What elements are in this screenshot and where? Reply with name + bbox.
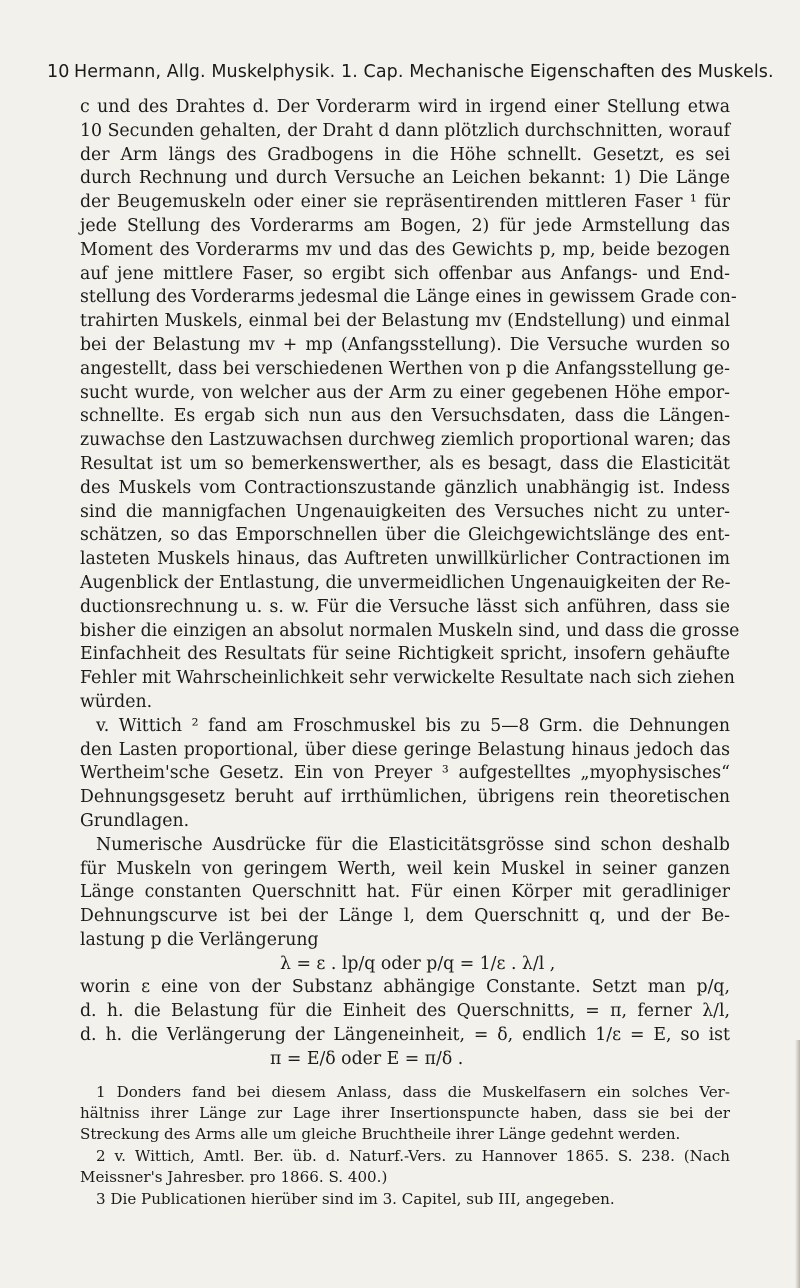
text-line: für Muskeln von geringem Werth, weil kein Muskel in seiner ganzen: [80, 858, 730, 879]
equation-elasticity: π = E/δ oder E = π/δ .: [270, 1048, 464, 1069]
footnotes: [80, 1082, 730, 1210]
text-line: Fehler mit Wahrscheinlichkeit sehr verwickelte Resultate nach sich ziehen: [80, 668, 735, 689]
text-line: Grundlagen.: [80, 810, 190, 831]
running-title: Hermann, Allg. Muskelphysik. 1. Cap. Mechanische Eigenschaften des Muskels.: [74, 62, 774, 82]
footnote-line: Meissner's Jahresber. pro 1866. S. 400.): [80, 1168, 388, 1187]
text-line: Moment des Vorderarms mv und das des Gewichts p, mp, beide bezogen: [80, 239, 730, 260]
text-line: schätzen, so das Emporschnellen über die Gleichgewichtslänge des ent-: [80, 525, 730, 546]
text-line: auf jene mittlere Faser, so ergibt sich offenbar aus Anfangs- und End-: [80, 263, 730, 284]
text-line: lastung p die Verlängerung: [80, 929, 319, 950]
text-line: bisher die einzigen an absolut normalen Muskeln sind, und dass die grosse: [80, 620, 740, 641]
text-line: jede Stellung des Vorderarms am Bogen, 2) für jede Armstellung das: [80, 215, 730, 236]
text-line: worin ε eine von der Substanz abhängige Constante. Setzt man p/q,: [80, 977, 730, 998]
text-line: bei der Belastung mv + mp (Anfangsstellung). Die Versuche wurden so: [80, 334, 730, 355]
footnote-line: 1 Donders fand bei diesem Anlass, dass die Muskelfasern ein solches Ver-: [96, 1082, 730, 1101]
text-line: Länge constanten Querschnitt hat. Für einen Körper mit geradliniger: [80, 882, 730, 903]
text-line: Numerische Ausdrücke für die Elasticitätsgrösse sind schon deshalb: [96, 834, 730, 855]
text-line: Einfachheit des Resultats für seine Richtigkeit spricht, insofern gehäufte: [80, 644, 730, 665]
text-line: 10 Secunden gehalten, der Draht d dann plötzlich durchschnitten, worauf: [80, 120, 730, 141]
text-line: Resultat ist um so bemerkenswerther, als es besagt, dass die Elasticität: [80, 453, 730, 474]
footnote-line: Streckung des Arms alle um gleiche Bruchtheile ihrer Länge gedehnt werden.: [80, 1125, 681, 1144]
text-line: ductionsrechnung u. s. w. Für die Versuche lässt sich anführen, dass sie: [80, 596, 730, 617]
text-line: Wertheim'sche Gesetz. Ein von Preyer ³ aufgestelltes „myophysisches“: [80, 763, 730, 784]
text-line: lasteten Muskels hinaus, das Auftreten unwillkürlicher Contractionen im: [80, 549, 730, 570]
text-line: v. Wittich ² fand am Froschmuskel bis zu 5—8 Grm. die Dehnungen: [96, 715, 730, 736]
text-line: Dehnungscurve ist bei der Länge l, dem Querschnitt q, und der Be-: [80, 906, 730, 927]
text-line: sind die mannigfachen Ungenauigkeiten des Versuches nicht zu unter-: [80, 501, 730, 522]
footnote-line: hältniss ihrer Länge zur Lage ihrer Insertionspuncte haben, dass sie bei der: [80, 1104, 730, 1123]
text-line: den Lasten proportional, über diese geringe Belastung hinaus jedoch das: [80, 739, 730, 760]
footnote-line: 3 Die Publicationen hierüber sind im 3. Capitel, sub III, angegeben.: [96, 1189, 615, 1208]
page-number: 10: [47, 62, 70, 82]
text-line: trahirten Muskels, einmal bei der Belastung mv (Endstellung) und einmal: [80, 311, 730, 332]
text-line: der Arm längs des Gradbogens in die Höhe schnellt. Gesetzt, es sei: [80, 144, 730, 165]
text-line: d. h. die Verlängerung der Längeneinheit, = δ, endlich 1/ε = E, so ist: [80, 1025, 730, 1046]
main-text: [80, 96, 740, 1210]
page-edge-shadow: [795, 1040, 800, 1288]
text-line: Augenblick der Entlastung, die unvermeidlichen Ungenauigkeiten der Re-: [80, 572, 731, 593]
equation-elongation: λ = ε . lp/q oder p/q = 1/ε . λ/l ,: [280, 953, 556, 974]
text-line: c und des Drahtes d. Der Vorderarm wird in irgend einer Stellung etwa: [80, 97, 730, 117]
text-line: durch Rechnung und durch Versuche an Leichen bekannt: 1) Die Länge: [80, 168, 730, 189]
text-line: Dehnungsgesetz beruht auf irrthümlichen, übrigens rein theoretischen: [80, 787, 730, 808]
text-line: sucht wurde, von welcher aus der Arm zu einer gegebenen Höhe empor-: [80, 382, 730, 403]
text-line: der Beugemuskeln oder einer sie repräsentirenden mittleren Faser ¹ für: [80, 192, 730, 213]
text-line: stellung des Vorderarms jedesmal die Länge eines in gewissem Grade con-: [80, 287, 737, 308]
text-line: des Muskels vom Contractionszustande gänzlich unabhängig ist. Indess: [80, 477, 730, 498]
text-line: schnellte. Es ergab sich nun aus den Versuchsdaten, dass die Längen-: [80, 406, 730, 427]
text-line: würden.: [80, 691, 153, 712]
text-line: d. h. die Belastung für die Einheit des Querschnitts, = π, ferner λ/l,: [80, 1001, 730, 1022]
text-line: angestellt, dass bei verschiedenen Werthen von p die Anfangsstellung ge-: [80, 358, 730, 379]
footnote-line: 2 v. Wittich, Amtl. Ber. üb. d. Naturf.-Vers. zu Hannover 1865. S. 238. (Nach: [96, 1146, 730, 1165]
text-line: zuwachse den Lastzuwachsen durchweg ziemlich proportional waren; das: [80, 430, 731, 451]
